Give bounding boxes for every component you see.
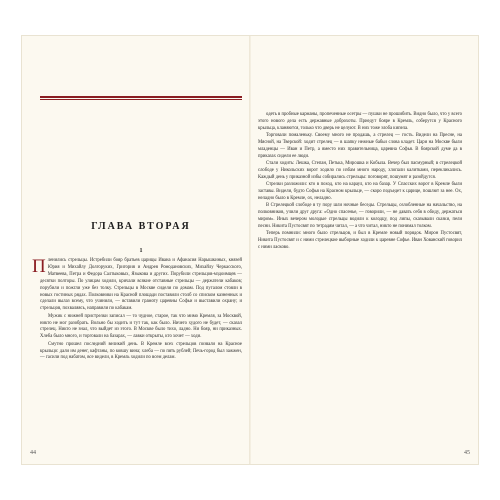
paragraph: Теперь помнили: много было стрельцов, и был в Кремле новый порядок. Мирон Пустосвят, Никита Пустосвят и с ними стрелецкие выборные ходили к царевне Софье. Иван Хованский говорил с ними ласково. bbox=[258, 231, 462, 251]
paragraph: Торговали помаленьку. Своему много не продашь, а стрелец — гость. Видели на Пресне, на Мясной, на Тверской: ходит стрелец — в шапку нежные бабьи слова кладет. Цари на Москве были младенцы — Иван и Петр, а вместо них правительница, царевна Софья. В боярской думе да в приказах сидели ее люди. bbox=[258, 133, 462, 159]
left-text-column bbox=[32, 256, 242, 444]
right-text-column bbox=[258, 112, 462, 444]
page-number-right: 45 bbox=[464, 450, 470, 456]
rule-thin bbox=[40, 99, 242, 100]
ornamental-rule bbox=[40, 96, 242, 100]
paragraph bbox=[32, 256, 242, 313]
paragraph: Смутно прошел последний великий день. В Кремле всех стрельцов позвали на Красное крыльцо: дали им денег, кафтаны, по ковшу вина; хлеба — по пять рублей; Печь-город был зажжен, — гасили под набатом, все видели, в Кремль ходили по всем делам. bbox=[40, 341, 242, 361]
paragraph: одеть в пробные карманы, пропеченные осетры — пушки не прошибить. Видно было, что у всего этого нового дела есть державные доброхоты. Приедут бояре в Кремль, соберутся у Красного крыльца, кланяются, только что дверь не целуют. В них тоже злоба кипела. bbox=[258, 112, 462, 131]
book-spread bbox=[22, 36, 478, 464]
section-number: 1 bbox=[139, 248, 143, 254]
page-number-left: 44 bbox=[30, 450, 36, 456]
paragraph: Мужик с нижней пристрелки записал — то чудное, старое, так что мимо Кремля, за Москвой, никто не мог разобрать. Вольно бы ходить и тут так, как было. Ничего худого не будет, — сказал стрелец. Никто не знал, что выйдет из этого. В Москве было тихо, ладно. Ни бояр, ни приказных. Хлеба было много, и торговали на базарах, — лавки открыты, кто хочет — ходи. bbox=[40, 313, 242, 340]
page-gutter bbox=[249, 36, 251, 464]
chapter-title: ГЛАВА ВТОРАЯ bbox=[91, 221, 191, 232]
paragraph-text: ленились стрельцы. Истребили бояр братьев царицы Ивана и Афанасия Нарышкиных, князей Юрия и Михайлу Долгоруких, Григория и Андрея Ромодановских, Михайлу Черкасского, Матвеева, Петра и Федора Салтыковых, Языкова и других. Порубили стрельцов-мздоимцев — десятки полторы. По улицам ходили, кричали всякие отставные стрельцы — держатели кабаков; порубили и пожгли уже без толку. Стрельцы в Москве сидели по домам. Под пугалом стояли в новых гостиных рядах. Полковники на Красной площади поставили столб со списком казненных и сделали вылаз всему, что учинили, — вставили грамоту царевны Софьи и выставили охрану; и стрельцов, похваляясь, направили по кабакам. bbox=[40, 258, 242, 312]
paragraph: Стрелки разложили: кто в поход, кто на караул, кто на базар. У Спасских ворот в Кремле были заставы. Видели, будто Софья на Красном крыльце, — скоро подъедет к царице, пошлют за нее. Ох, неладно было в Кремле, ох, неладно. bbox=[258, 182, 462, 202]
drop-cap: П bbox=[32, 256, 46, 277]
paragraph: Стали ходить: Лешка, Степан, Петька, Мирошка и Кобыла. Вечер был пасмурный; в стрелецкой слободе у Никольских ворот ходило по избам много народу, хлопали калитками, перекликались. Каждый день у приказной избы собирались стрельцы: поговорят, пошумят и разойдутся. bbox=[258, 161, 462, 180]
paragraph: В Стрелецкой слободе в ту пору шли ночные беседы. Стрельцы, озлобленные на начальство, на полковников, учили друг друга: «Одно спасенье, — говорили, — не давать себя в обиду, держаться миром». Иных вечером молодые стрельцы водили к колодцу, под липы, сказывали сказки, пели песни. Никита Пустосвят по тетрадям читал, — а что читал, никто не понимал толком. bbox=[258, 203, 462, 230]
rule-thick bbox=[40, 96, 242, 98]
